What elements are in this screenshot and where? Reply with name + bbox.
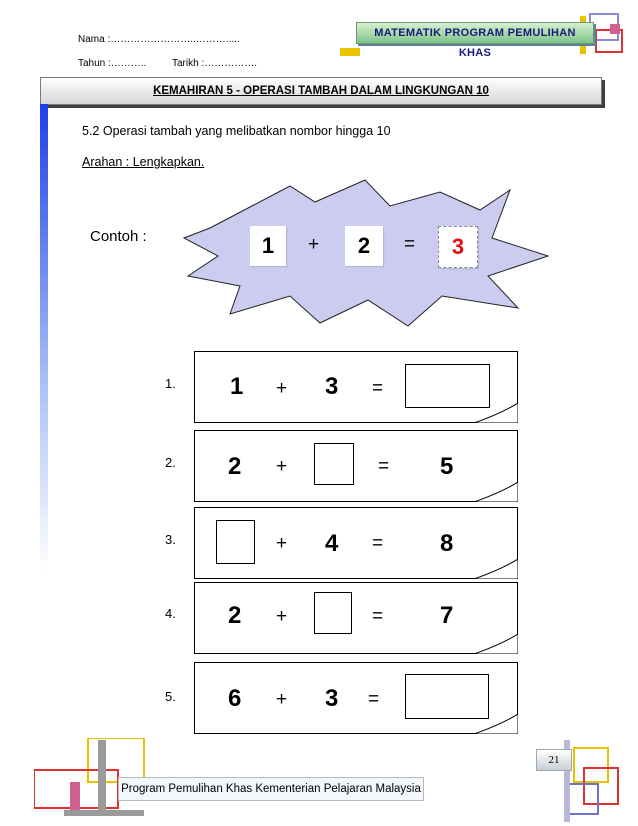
example-addend-b: 2 [345,226,383,266]
q5-addend-a: 6 [228,685,242,712]
program-badge: MATEMATIK PROGRAM PEMULIHAN KHAS [356,22,594,44]
section-subtitle: 5.2 Operasi tambah yang melibatkan nombor hingga 10 [82,124,391,138]
q1-addend-b: 3 [325,373,339,400]
question-card-2 [194,430,518,502]
q3-plus: + [276,533,288,554]
example-addend-a: 1 [250,226,286,266]
example-plus: + [308,234,320,255]
question-number: 5. [165,689,176,704]
q5-equals: = [368,689,380,710]
q4-answer-box[interactable] [314,592,352,634]
q1-addend-a: 1 [230,373,244,400]
footer-text: Program Pemulihan Khas Kementerian Pelajaran Malaysia [118,777,424,801]
q4-sum: 7 [440,602,454,629]
q5-plus: + [276,689,288,710]
skill-title: KEMAHIRAN 5 - OPERASI TAMBAH DALAM LINGKUNGAN 10 [40,77,602,105]
tahun-field: Tahun :……….. [78,58,147,69]
nama-field: Nama :……………………..………..... [78,34,240,45]
question-card-4 [194,582,518,654]
q1-plus: + [276,378,288,399]
q5-answer-box[interactable] [405,674,489,719]
q3-addend-b: 4 [325,530,339,557]
q5-addend-b: 3 [325,685,339,712]
q2-equals: = [378,456,390,477]
q3-answer-box[interactable] [216,520,255,564]
q1-answer-box[interactable] [405,364,490,408]
q4-plus: + [276,606,288,627]
page-number: 21 [536,749,572,771]
q4-addend-a: 2 [228,602,242,629]
q2-plus: + [276,456,288,477]
example-equals: = [404,234,416,255]
question-number: 4. [165,606,176,621]
q2-answer-box[interactable] [314,443,354,485]
q4-equals: = [372,606,384,627]
question-number: 2. [165,455,176,470]
q3-sum: 8 [440,530,454,557]
q2-sum: 5 [440,453,454,480]
tarikh-field: Tarikh :……………. [172,58,258,69]
left-sidebar-stripe [40,104,48,572]
q2-addend-a: 2 [228,453,242,480]
question-number: 3. [165,532,176,547]
question-number: 1. [165,376,176,391]
q1-equals: = [372,378,384,399]
q3-equals: = [372,533,384,554]
example-result: 3 [438,226,478,268]
instruction-text: Arahan : Lengkapkan. [82,155,205,169]
example-label: Contoh : [90,228,147,245]
